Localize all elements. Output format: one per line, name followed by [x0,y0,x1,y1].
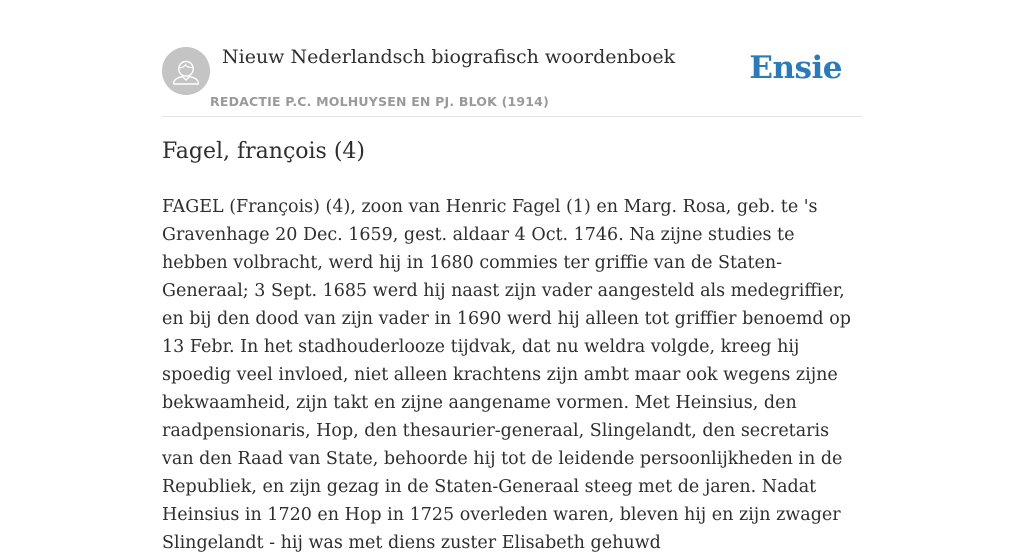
entry-body: FAGEL (François) (4), zoon van Henric Fagel (1) en Marg. Rosa, geb. te 's Gravenhage 20 Dec. 1659, gest. aldaar 4 Oct. 1746. Na zijne studies te hebben volbracht, werd hij in 1680 commies ter griffie van de Staten-Generaal; 3 Sept. 1685 werd hij naast zijn vader aangesteld als medegriffier, en bij den dood van zijn vader in 1690 werd hij alleen tot griffier benoemd op 13 Febr. In het stadhouderlooze tijdvak, dat nu weldra volgde, kreeg hij spoedig veel invloed, niet alleen krachtens zijn ambt maar ook wegens zijne bekwaamheid, zijn takt en zijne aangename vormen. Met Heinsius, den raadpensionaris, Hop, den thesaurier-generaal, Slingelandt, den secretaris van den Raad van State, behoorde hij tot de leidende persoonlijkheden in de Republiek, en zijn gezag in de Staten-Generaal steeg met de jaren. Nadat Heinsius in 1720 en Hop in 1725 overleden waren, bleven hij en zijn zwager Slingelandt - hij was met diens zuster Elisabeth gehuwd [162,197,851,553]
user-icon [162,47,210,95]
ensie-logo[interactable]: Ensie [749,50,842,86]
editors-subtitle: REDACTIE P.C. MOLHUYSEN EN PJ. BLOK (1914) [210,94,549,109]
book-title[interactable]: Nieuw Nederlandsch biografisch woordenboek [222,46,676,68]
entry-title: Fagel, françois (4) [162,139,366,164]
entry-header [162,0,862,117]
avatar [162,47,210,95]
page [162,0,862,553]
